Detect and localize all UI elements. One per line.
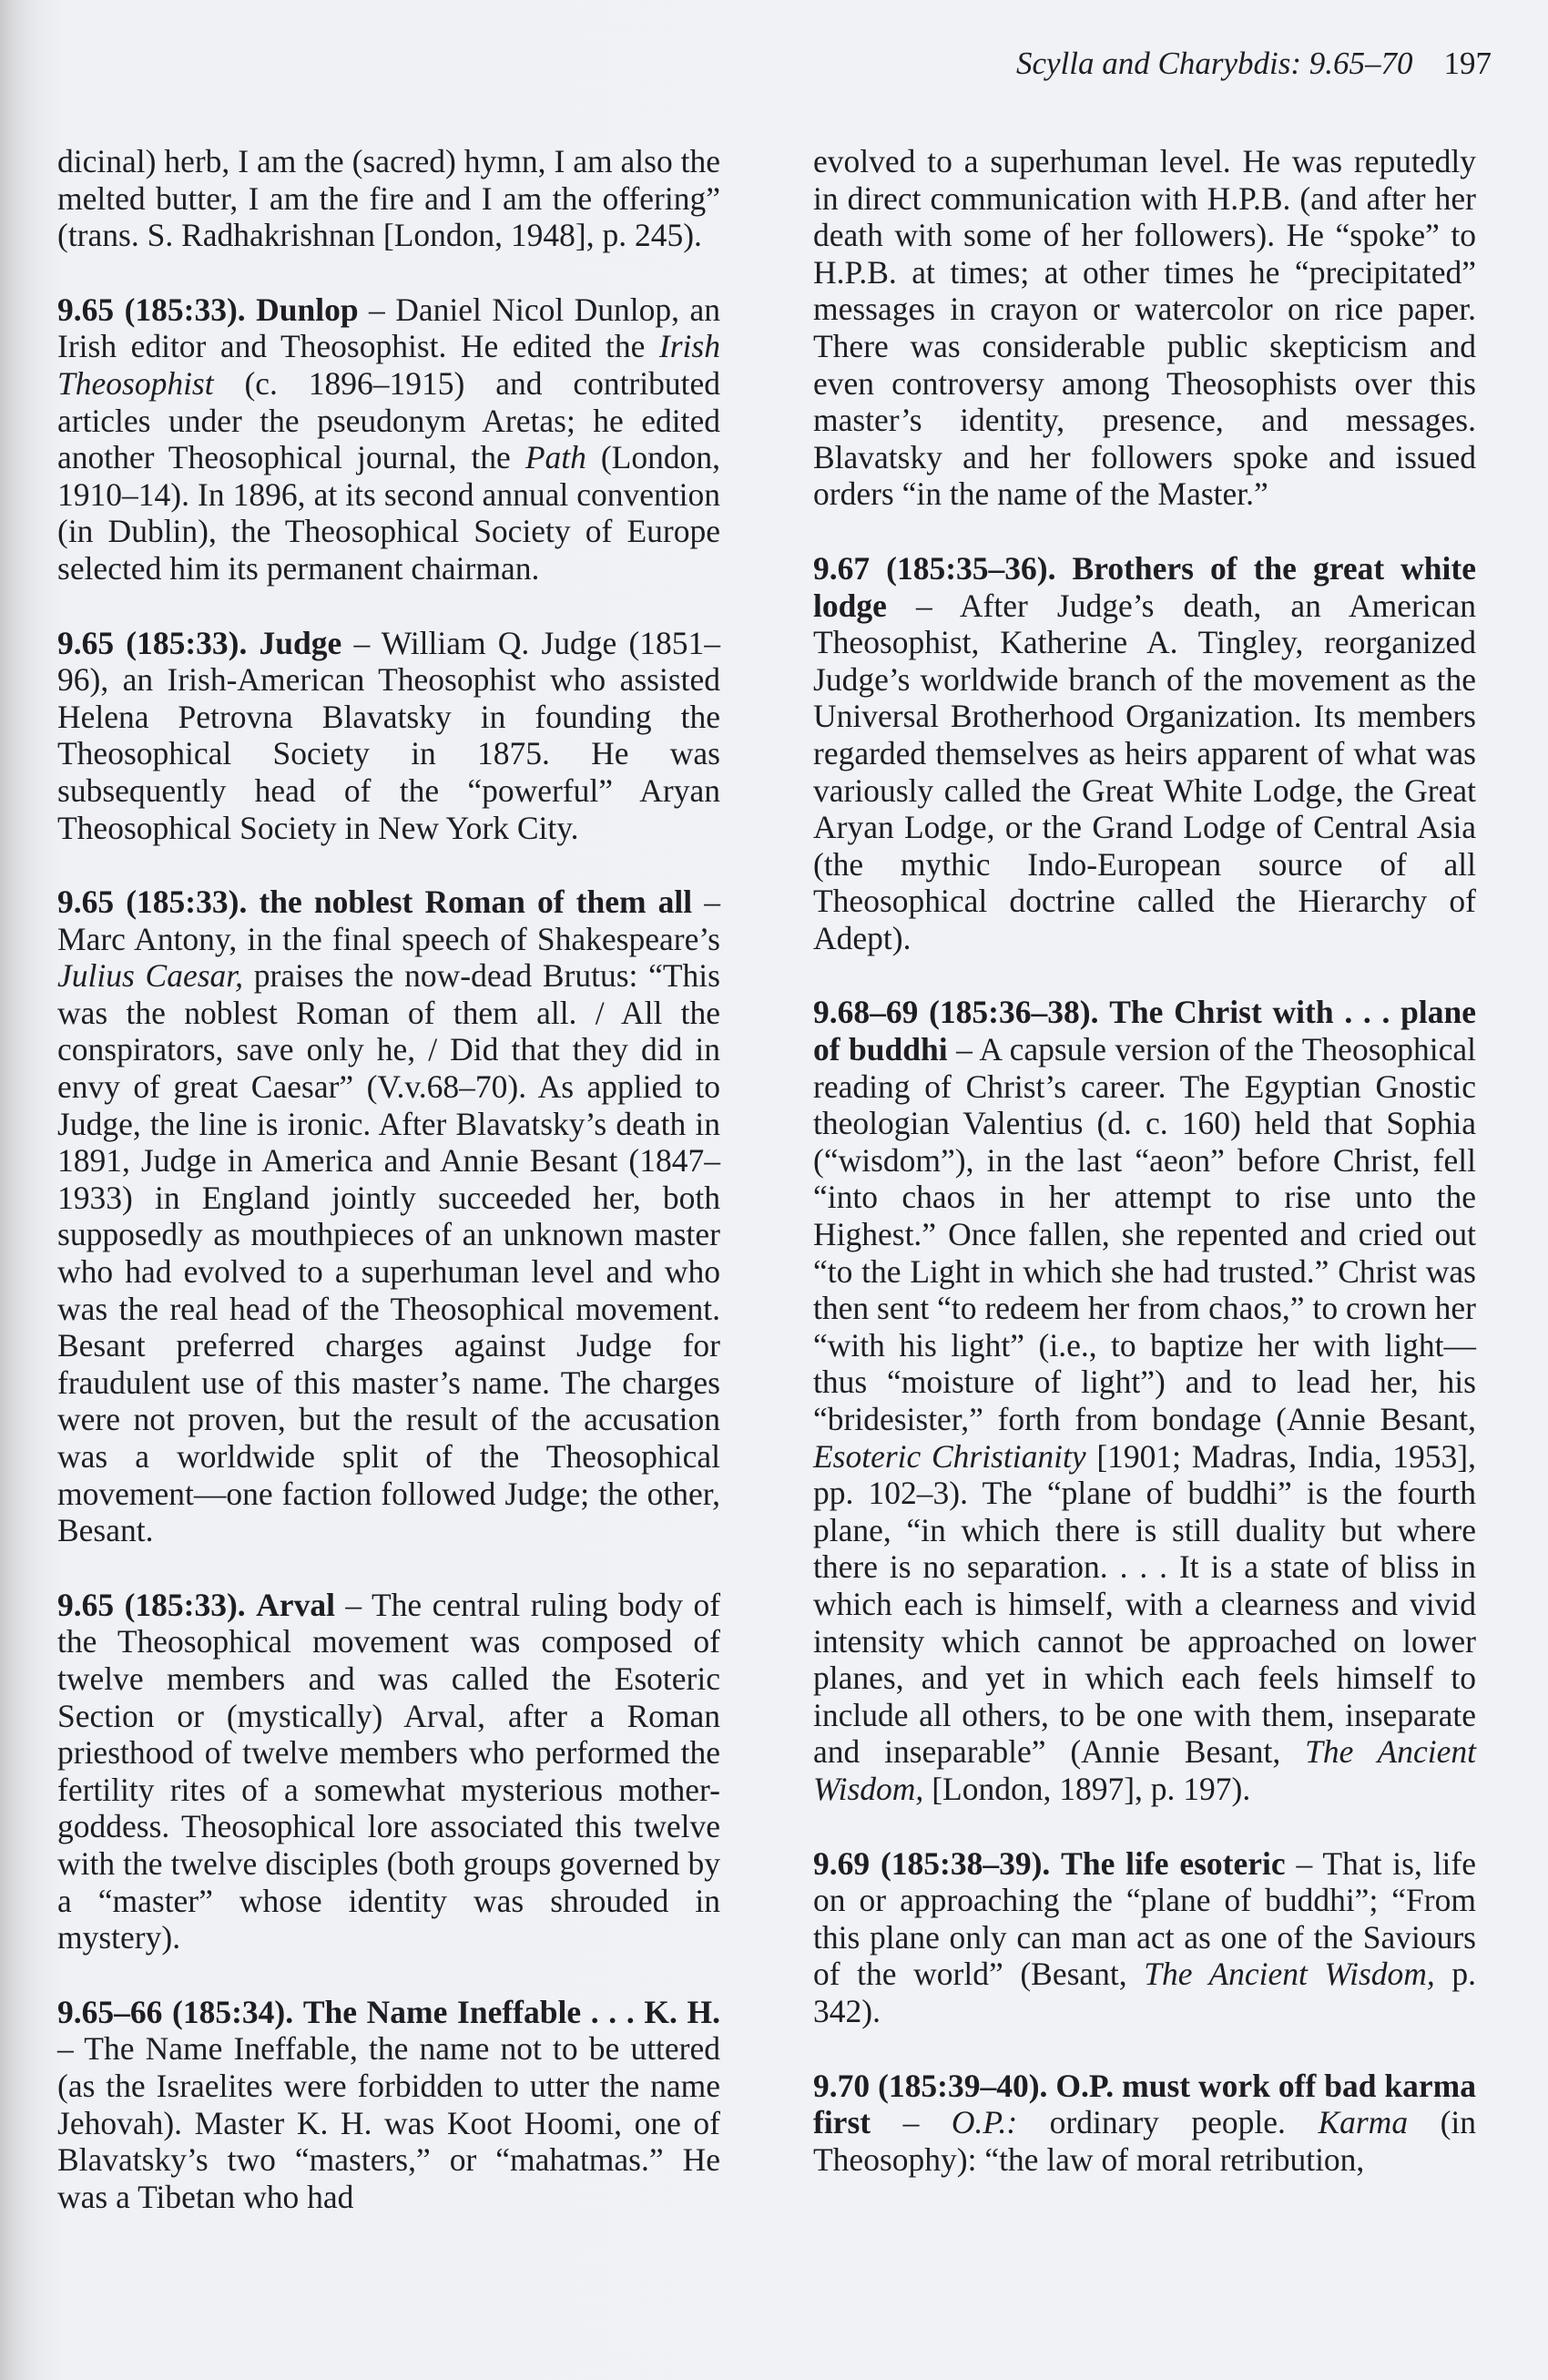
entry-lemma: The Christ with . . . plane of buddhi — [813, 994, 1477, 1068]
annotation-entry: 9.68–69 (185:36–38). The Christ with . . . plane of buddhi – A capsule version of the Theosophical reading of Christ’s career. The Egyptian Gnostic theologian Valentius (d. c. 160) held that Sophia (“wisdom”), in the last “aeon” before Christ, fell “into chaos in her attempt to rise unto the Highest.” Once fallen, she repented and cried out “to the Light in which she had trusted.” Christ was then sent “to redeem her from chaos,” to crown her “with his light” (i.e., to baptize her with light—thus “moisture of light”) and to lead her, his “bridesister,” forth from bondage (Annie Besant, Esoteric Christianity [1901; Madras, India, 1953], pp. 102–3). The “plane of buddhi” is the fourth plane, “in which there is still duality but where there is no separation. . . . It is a state of bliss in which each is himself, with a clearness and vivid intensity which cannot be approached on lower planes, and yet in which each feels himself to include all others, to be one with them, inseparate and inseparable” (Annie Besant, The Ancient Wisdom, [London, 1897], p. 197). — [813, 994, 1477, 1807]
entry-lemma: Arval — [256, 1586, 335, 1623]
entry-lemma: Judge — [259, 624, 342, 661]
annotation-entry: 9.69 (185:38–39). The life esoteric – That is, life on or approaching the “plane of buddhi”; “From this plane only can man act as one of the Saviours of the world” (Besant, The Ancient Wisdom, p. 342). — [813, 1844, 1477, 2029]
continuation-paragraph: dicinal) herb, I am the (sacred) hymn, I am also the melted butter, I am the fire and I am the offering” (trans. S. Radhakrishnan [London, 1948], p. 245). — [57, 143, 720, 254]
annotation-entry: 9.65–66 (185:34). The Name Ineffable . . . K. H. – The Name Ineffable, the name not to be uttered (as the Israelites were forbidden to utter the name Jehovah). Master K. H. was Koot Hoomi, one of Blavatsky’s two “masters,” or “mahatmas.” He was a Tibetan who had — [57, 1993, 721, 2215]
annotation-entry: 9.65 (185:33). the noblest Roman of them all – Marc Antony, in the final speech of Shakespeare’s Julius Caesar, praises the now-dead Brutus: “This was the noblest Roman of them all. / All the conspirators, save only he, / Did that they did in envy of great Caesar” (V.v.68–70). As applied to Judge, the line is ironic. After Blavatsky’s death in 1891, Judge in America and Annie Besant (1847–1933) in England jointly succeeded her, both supposedly as mouthpieces of an unknown master who had evolved to a superhuman level and who was the real head of the Theosophical movement. Besant preferred charges against Judge for fraudulent use of this master’s name. The charges were not proven, but the result of the accusation was a worldwide split of the Theosophical movement—one faction followed Judge; the other, Besant. — [57, 884, 721, 1549]
entry-lemma: The Name Ineffable . . . K. H. — [302, 1993, 721, 2030]
entry-reference: 9.65 (185:33). — [57, 624, 248, 661]
entry-reference: 9.65 (185:33). — [57, 1586, 246, 1623]
page-number: 197 — [1443, 46, 1492, 81]
annotation-entry: 9.70 (185:39–40). O.P. must work off bad karma first – O.P.: ordinary people. Karma (in Theosophy): “the law of moral retribution, — [813, 2067, 1477, 2178]
entry-reference: 9.65 (185:33). — [57, 291, 246, 328]
entry-reference: 9.68–69 (185:36–38). — [813, 994, 1099, 1031]
annotation-entry: 9.65 (185:33). Arval – The central ruling body of the Theosophical movement was composed of twelve members and was called the Esoteric Section or (mystically) Arval, after a Roman priesthood of twelve members who performed the fertility rites of a somewhat mysterious mother-goddess. Theosophical lore associated this twelve with the twelve disciples (both groups governed by a “master” whose identity was shrouded in mystery). — [57, 1586, 721, 1956]
entry-lemma: The life esoteric — [1061, 1844, 1286, 1882]
running-head — [1016, 44, 1492, 84]
entry-lemma: Dunlop — [256, 291, 359, 328]
entry-reference: 9.69 (185:38–39). — [813, 1844, 1051, 1882]
entry-lemma: the noblest Roman of them all — [259, 884, 693, 921]
annotation-entry: 9.67 (185:35–36). Brothers of the great white lodge – After Judge’s death, an American Theosophist, Katherine A. Tingley, reorganized Judge’s worldwide branch of the movement as the Universal Brotherhood Organization. Its members regarded themselves as heirs apparent of what was variously called the Great White Lodge, the Great Aryan Lodge, or the Grand Lodge of Central Asia (the mythic Indo-European source of all Theosophical doctrine called the Hierarchy of Adept). — [813, 549, 1476, 956]
annotation-entry: 9.65 (185:33). Judge – William Q. Judge (1851–96), an Irish-American Theosophist who assisted Helena Petrovna Blavatsky in founding the Theosophical Society in 1875. He was subsequently head of the “powerful” Aryan Theosophical Society in New York City. — [57, 624, 721, 846]
annotation-entry: 9.65 (185:33). Dunlop – Daniel Nicol Dunlop, an Irish editor and Theosophist. He edited the Irish Theosophist (c. 1896–1915) and contributed articles under the pseudonym Aretas; he edited another Theosophical journal, the Path (London, 1910–14). In 1896, at its second annual convention (in Dublin), the Theosophical Society of Europe selected him its permanent chairman. — [57, 291, 720, 587]
entry-lemma: Brothers of the great white lodge — [813, 549, 1476, 624]
entry-reference: 9.65–66 (185:34). — [57, 1993, 294, 2030]
entry-reference: 9.70 (185:39–40). — [813, 2067, 1048, 2104]
running-head-title: Scylla and Charybdis: 9.65–70 — [1015, 46, 1413, 81]
left-column — [57, 143, 720, 2252]
entry-reference: 9.65 (185:33). — [57, 884, 248, 921]
continuation-paragraph: evolved to a superhuman level. He was reputedly in direct communication with H.P.B. (and after her death with some of her followers). He “spoke” to H.P.B. at times; at other times he “precipitated” messages in crayon or watercolor on rice paper. There was considerable public skepticism and even controversy among Theosophists over this master’s identity, presence, and messages. Blavatsky and her followers spoke and issued orders “in the name of the Master.” — [813, 143, 1476, 513]
entry-lemma: O.P. must work off bad karma first — [813, 2067, 1476, 2141]
entry-reference: 9.67 (185:35–36). — [813, 549, 1056, 587]
right-column — [813, 143, 1476, 2215]
